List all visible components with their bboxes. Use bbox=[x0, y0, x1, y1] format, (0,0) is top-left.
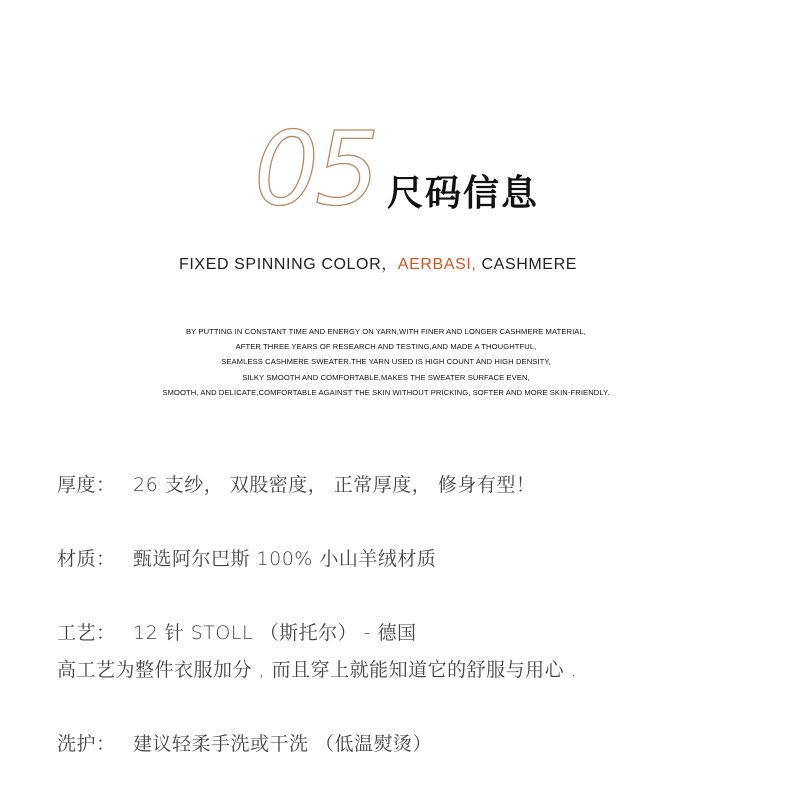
spec-thickness-label: 厚度： bbox=[57, 474, 116, 496]
description-line: AFTER THREE YEARS OF RESEARCH AND TESTING,AND MADE A THOUGHTFUL, bbox=[235, 342, 537, 352]
section-number-graphic bbox=[252, 118, 392, 218]
spec-craft-label: 工艺： bbox=[57, 622, 116, 644]
subtitle-brand: AERBASI, bbox=[397, 256, 477, 273]
description-line: BY PUTTING IN CONSTANT TIME AND ENERGY ON YARN,WITH FINER AND LONGER CASHMERE MATERIAL, bbox=[186, 327, 586, 336]
description-paragraph bbox=[0, 324, 772, 400]
section-number bbox=[252, 118, 392, 218]
subtitle-part-1: FIXED SPINNING COLOR， bbox=[179, 256, 398, 273]
spec-care-value: 建议轻柔手洗或干洗 （低温熨烫） bbox=[133, 733, 433, 755]
spec-care-label: 洗护： bbox=[57, 733, 116, 755]
spec-craft-value: 12 针 STOLL （斯托尔） - 德国 bbox=[133, 622, 417, 644]
section-header bbox=[0, 118, 790, 228]
section-title: 尺码信息 bbox=[387, 173, 540, 214]
description-line: SILKY SMOOTH AND COMFORTABLE,MAKES THE SWEATER SURFACE EVEN, bbox=[242, 372, 530, 382]
spec-care bbox=[57, 729, 432, 756]
section-number-text: 05 bbox=[254, 118, 376, 218]
description-line: SMOOTH, AND DELICATE,COMFORTABLE AGAINST THE SKIN WITHOUT PRICKING, SOFTER AND MORE SKIN-FRIENDLY. bbox=[162, 387, 610, 397]
spec-craft bbox=[57, 618, 417, 645]
description-line: SEAMLESS CASHMERE SWEATER.THE YARN USED IS HIGH COUNT AND HIGH DENSITY, bbox=[221, 357, 551, 367]
subtitle-part-2: CASHMERE bbox=[476, 256, 577, 273]
subtitle bbox=[0, 251, 756, 274]
spec-craft-note: 高工艺为整件衣服加分 , 而且穿上就能知道它的舒服与用心 . bbox=[57, 659, 578, 681]
spec-thickness bbox=[57, 470, 535, 497]
spec-thickness-value: 26 支纱， 双股密度， 正常厚度， 修身有型！ bbox=[133, 474, 536, 496]
spec-material-label: 材质： bbox=[57, 548, 116, 570]
spec-material bbox=[57, 544, 436, 571]
spec-material-value: 甄选阿尔巴斯 100% 小山羊绒材质 bbox=[133, 548, 437, 570]
